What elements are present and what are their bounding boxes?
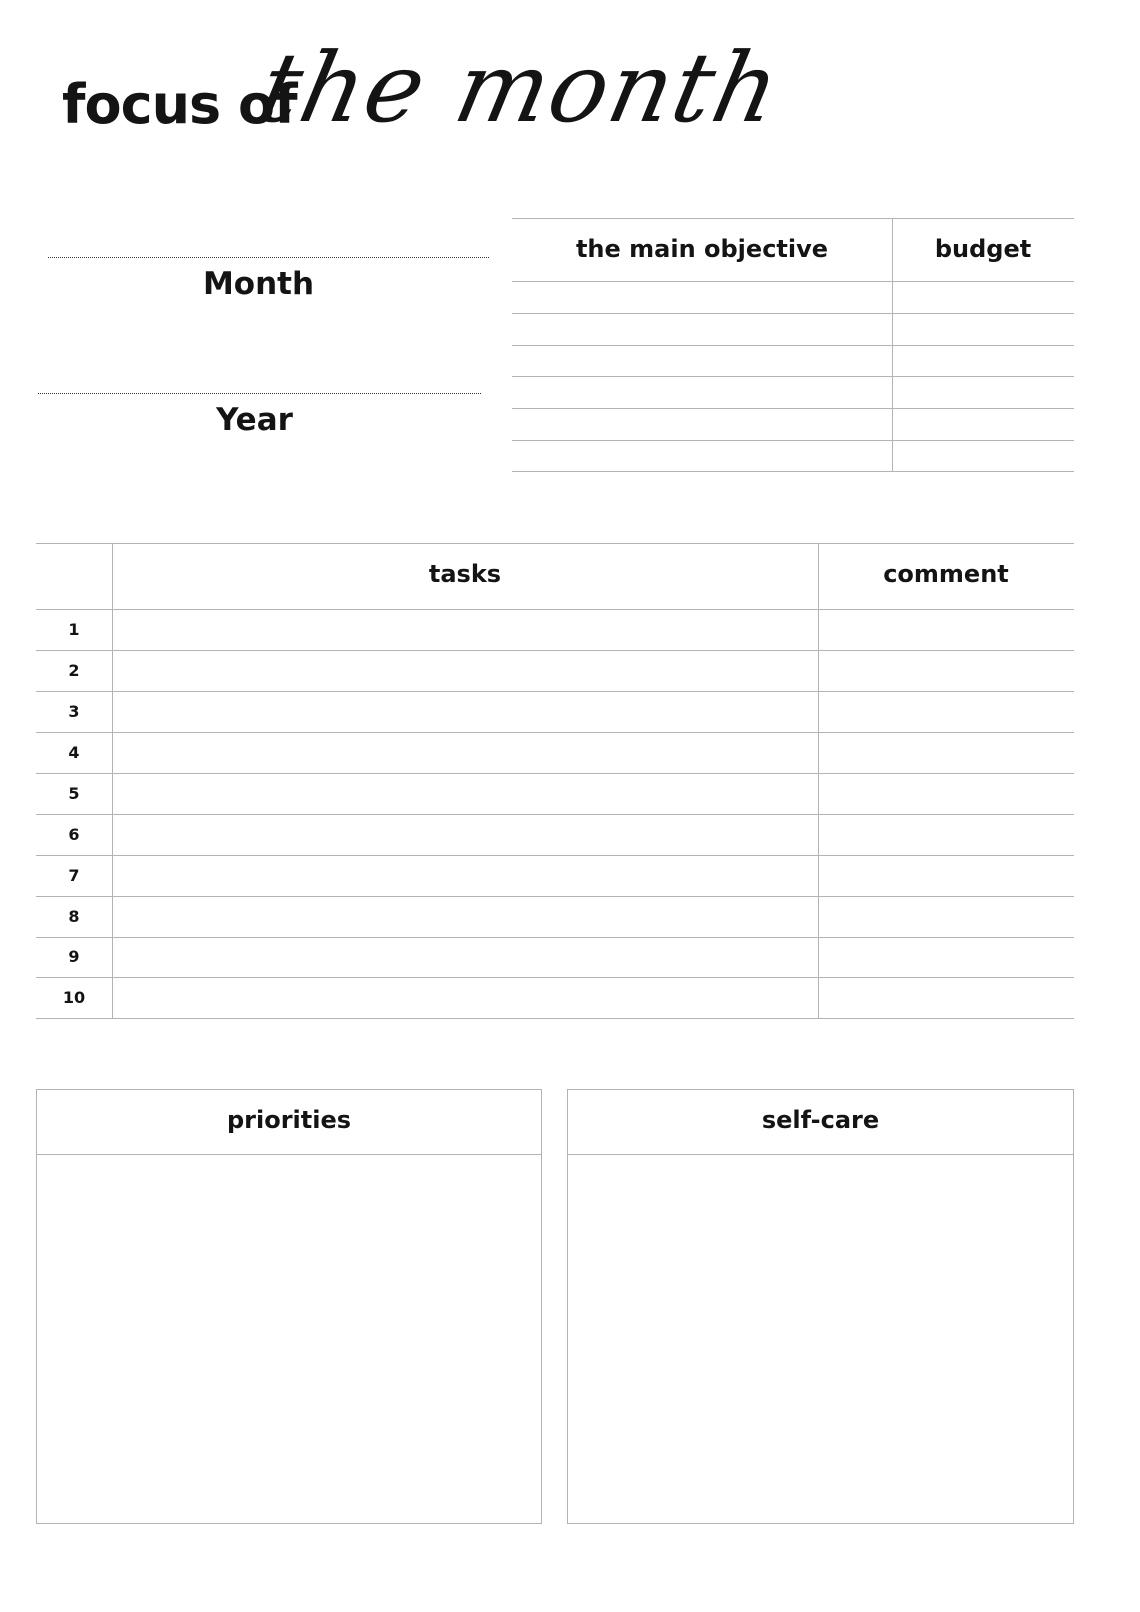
objective-row-line	[512, 345, 1074, 346]
tasks-row-line	[36, 814, 1074, 815]
tasks-row-line	[36, 691, 1074, 692]
tasks-row-line	[36, 650, 1074, 651]
objective-row-line	[512, 440, 1074, 441]
objective-row-line	[512, 376, 1074, 377]
month-line[interactable]	[48, 257, 489, 258]
task-row-number: 7	[68, 866, 80, 885]
selfcare-header-line	[568, 1154, 1073, 1155]
task-row-number: 8	[68, 907, 80, 926]
task-row-number: 6	[68, 825, 80, 844]
objective-top-line	[512, 218, 1074, 219]
task-row-number: 10	[62, 988, 86, 1007]
task-row-number: 9	[68, 947, 80, 966]
tasks-header-line	[36, 609, 1074, 610]
tasks-row-line	[36, 977, 1074, 978]
tasks-row-line	[36, 896, 1074, 897]
year-line[interactable]	[38, 393, 481, 394]
objective-header: the main objective	[575, 235, 829, 263]
tasks-bottom-line	[36, 1018, 1074, 1019]
tasks-row-line	[36, 732, 1074, 733]
tasks-row-line	[36, 855, 1074, 856]
budget-header: budget	[934, 235, 1032, 263]
tasks-row-line	[36, 937, 1074, 938]
selfcare-box[interactable]	[567, 1089, 1074, 1524]
priorities-header-line	[37, 1154, 541, 1155]
task-row-number: 5	[68, 784, 80, 803]
task-row-number: 4	[68, 743, 80, 762]
tasks-top-line	[36, 543, 1074, 544]
tasks-row-line	[36, 773, 1074, 774]
priorities-box[interactable]	[36, 1089, 542, 1524]
comment-header: comment	[883, 560, 1009, 588]
year-label: Year	[216, 402, 293, 438]
objective-header-line	[512, 281, 1074, 282]
month-label: Month	[202, 266, 315, 302]
tasks-comment-divider	[818, 543, 819, 1019]
title-the-month: the month	[250, 32, 791, 144]
objective-row-line	[512, 313, 1074, 314]
selfcare-header: self-care	[761, 1106, 880, 1134]
title-focus-of: focus of	[62, 73, 297, 136]
task-row-number: 1	[68, 620, 80, 639]
task-row-number: 3	[68, 702, 80, 721]
objective-row-line	[512, 408, 1074, 409]
tasks-header: tasks	[428, 560, 502, 588]
priorities-header: priorities	[226, 1106, 352, 1134]
task-row-number: 2	[68, 661, 80, 680]
objective-bottom-line	[512, 471, 1074, 472]
tasks-num-divider	[112, 543, 113, 1019]
